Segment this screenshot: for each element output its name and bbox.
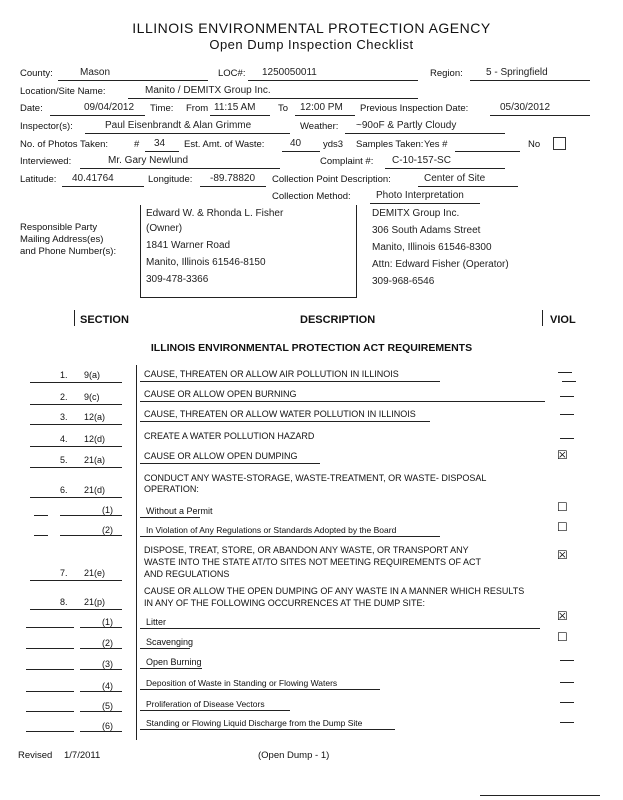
row-8-2-description: Scavenging [146,637,194,647]
row-6-num: 6. [60,485,68,495]
samples-yes-label: Yes # [424,139,448,150]
county-value: Mason [80,67,111,78]
waste-value: 40 [290,138,302,149]
row-6-section: 21(d) [84,485,106,495]
row-6-description-2: OPERATION: [144,484,199,494]
to-value: 12:00 PM [300,102,343,113]
row-8-1-viol-check[interactable]: ☒ [557,609,568,623]
longitude-label: Longitude: [148,174,193,185]
to-label: To [278,103,289,114]
operator-line-5: 309-968-6546 [372,276,435,287]
row-8-1-description: Litter [146,617,167,627]
checklist-title: Open Dump Inspection Checklist [209,37,414,52]
date-value: 09/04/2012 [84,102,135,113]
interviewed-value: Mr. Gary Newlund [108,155,189,166]
row-8-section: 21(p) [84,597,106,607]
row-8-4-num: (4) [102,681,113,691]
row-7-description-1: DISPOSE, TREAT, STORE, OR ABANDON ANY WASTE, OR TRANSPORT ANY [144,545,469,555]
row-6-1-num: (1) [102,505,113,515]
row-8-5-num: (5) [102,701,113,711]
agency-title: ILLINOIS ENVIRONMENTAL PROTECTION AGENCY [132,20,491,36]
inspectors-label: Inspector(s): [20,121,73,132]
act-heading: ILLINOIS ENVIRONMENTAL PROTECTION ACT REQUIREMENTS [150,342,473,354]
revised-label: Revised [18,750,53,761]
time-label: Time: [150,103,174,114]
row-6-1-viol-check[interactable]: ☐ [557,500,568,514]
row-8-1-num: (1) [102,617,113,627]
viol-header: VIOL [550,314,576,326]
row-3-num: 3. [60,412,68,422]
operator-line-3: Manito, Illinois 61546-8300 [372,242,492,253]
row-8-3-description: Open Burning [146,657,202,667]
row-2-num: 2. [60,392,68,402]
region-value: 5 - Springfield [486,67,548,78]
row-7-description-3: AND REGULATIONS [144,569,230,579]
row-6-1-description: Without a Permit [146,506,213,516]
weather-label: Weather: [300,121,339,132]
latitude-value: 40.41764 [72,173,114,184]
row-5-viol-check[interactable]: ☒ [557,448,568,462]
row-8-num: 8. [60,597,68,607]
operator-line-4: Attn: Edward Fisher (Operator) [372,259,509,270]
section-header: SECTION [80,314,129,326]
prev-inspection-value: 05/30/2012 [500,102,551,113]
row-6-2-num: (2) [102,525,113,535]
waste-label: Est. Amt. of Waste: [184,139,265,150]
row-6-description-1: CONDUCT ANY WASTE-STORAGE, WASTE-TREATMENT, OR WASTE- DISPOSAL [144,473,487,483]
row-5-num: 5. [60,455,68,465]
row-5-description: CAUSE OR ALLOW OPEN DUMPING [144,451,298,461]
row-8-2-num: (2) [102,638,113,648]
row-2-section: 9(c) [84,392,100,402]
row-5-section: 21(a) [84,455,106,465]
prev-inspection-label: Previous Inspection Date: [360,103,469,114]
row-8-description-2: IN ANY OF THE FOLLOWING OCCURRENCES AT THE DUMP SITE: [144,598,426,608]
longitude-value: -89.78820 [210,173,256,184]
photos-hash: # [134,139,140,150]
inspectors-value: Paul Eisenbrandt & Alan Grimme [105,120,252,131]
row-7-description-2: WASTE INTO THE STATE AT/TO SITES NOT MEETING REQUIREMENTS OF ACT [144,557,482,567]
row-1-section: 9(a) [84,370,101,380]
loc-label: LOC#: [218,68,246,79]
from-label: From [186,103,209,114]
row-1-description: CAUSE, THREATEN OR ALLOW AIR POLLUTION IN ILLINOIS [144,369,399,379]
row-8-5-description: Proliferation of Disease Vectors [146,699,265,709]
samples-no-label: No [528,139,541,150]
row-2-description: CAUSE OR ALLOW OPEN BURNING [144,389,297,399]
owner-line-5: 309-478-3366 [146,274,209,285]
location-value: Manito / DEMITX Group Inc. [145,85,271,96]
complaint-value: C-10-157-SC [392,155,451,166]
page-label: (Open Dump - 1) [258,750,330,761]
waste-unit: yds3 [323,139,344,150]
weather-value: ~90oF & Partly Cloudy [356,120,457,131]
row-4-num: 4. [60,434,68,444]
cp-method-value: Photo Interpretation [376,190,464,201]
row-4-section: 12(d) [84,434,106,444]
revised-value: 1/7/2011 [64,750,101,761]
row-3-section: 12(a) [84,412,106,422]
row-8-description-1: CAUSE OR ALLOW THE OPEN DUMPING OF ANY WASTE IN A MANNER WHICH RESULTS [144,586,525,596]
latitude-label: Latitude: [20,174,57,185]
county-label: County: [20,68,53,79]
complaint-label: Complaint #: [320,156,374,167]
row-6-2-viol-check[interactable]: ☐ [557,520,568,534]
interviewed-label: Interviewed: [20,156,72,167]
samples-label: Samples Taken: [356,139,424,150]
cp-description-value: Center of Site [424,173,486,184]
responsible-label-1: Responsible Party [20,222,98,233]
photos-label: No. of Photos Taken: [20,139,109,150]
row-4-description: CREATE A WATER POLLUTION HAZARD [144,431,315,441]
row-8-2-viol-check[interactable]: ☐ [557,630,568,644]
row-8-6-description: Standing or Flowing Liquid Discharge from the Dump Site [146,718,363,728]
owner-line-4: Manito, Illinois 61546-8150 [146,257,266,268]
row-7-section: 21(e) [84,568,106,578]
from-value: 11:15 AM [214,102,256,113]
responsible-label-3: and Phone Number(s): [20,246,117,257]
date-label: Date: [20,103,43,114]
row-3-description: CAUSE, THREATEN OR ALLOW WATER POLLUTION IN ILLINOIS [144,409,416,419]
row-7-num: 7. [60,568,68,578]
description-header: DESCRIPTION [300,314,376,326]
row-7-viol-check[interactable]: ☒ [557,548,568,562]
location-label: Location/Site Name: [20,86,106,97]
photos-value: 34 [154,138,166,149]
owner-line-2: (Owner) [146,223,183,234]
responsible-label-2: Mailing Address(es) [20,234,104,245]
loc-value: 1250050011 [262,67,317,78]
operator-line-2: 306 South Adams Street [372,225,481,236]
row-1-num: 1. [60,370,68,380]
owner-line-1: Edward W. & Rhonda L. Fisher [146,208,284,219]
operator-line-1: DEMITX Group Inc. [372,208,460,219]
row-8-6-num: (6) [102,721,113,731]
cp-method-label: Collection Method: [272,191,351,202]
row-6-2-description: In Violation of Any Regulations or Standards Adopted by the Board [146,525,397,535]
row-8-4-description: Deposition of Waste in Standing or Flowing Waters [146,678,338,688]
cp-description-label: Collection Point Description: [272,174,391,185]
owner-line-3: 1841 Warner Road [146,240,231,251]
region-label: Region: [430,68,463,79]
samples-no-checkbox[interactable] [553,137,566,150]
row-8-3-num: (3) [102,659,113,669]
